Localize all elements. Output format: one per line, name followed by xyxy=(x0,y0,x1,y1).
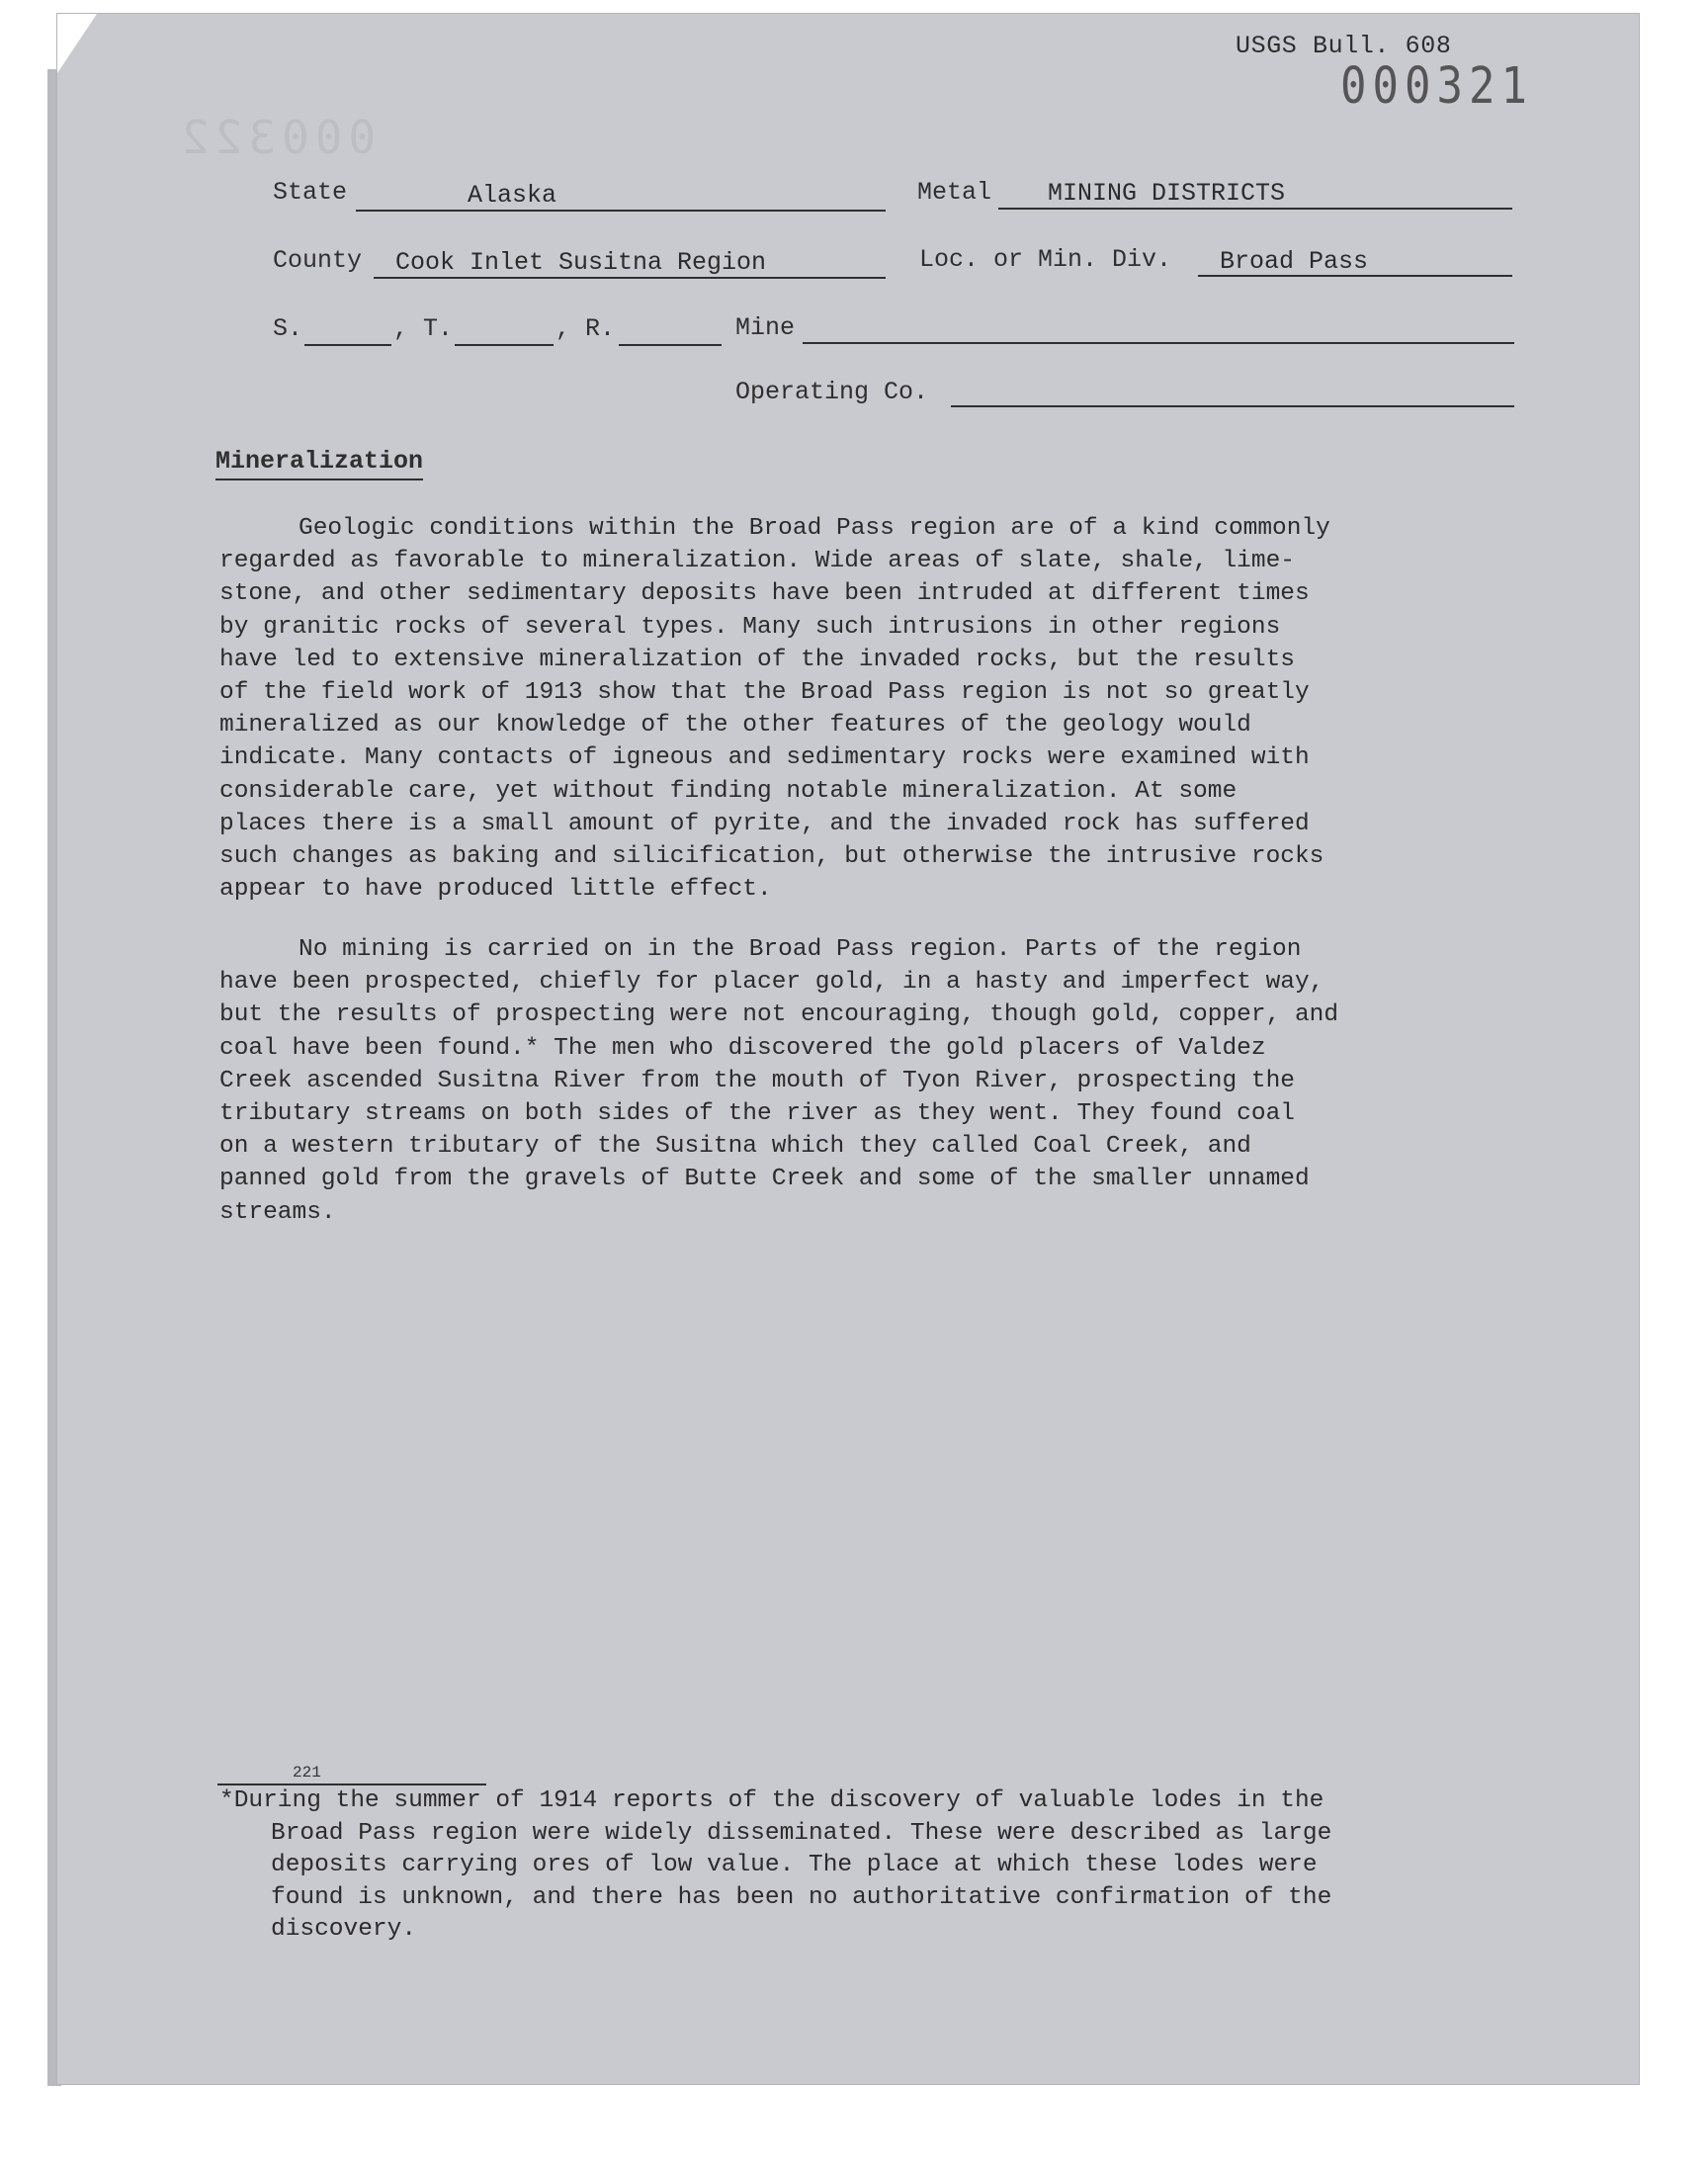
range-label: , R. xyxy=(555,314,616,343)
county-underline xyxy=(374,277,886,279)
paragraph-line: indicate. Many contacts of igneous and sedimentary rocks were examined with xyxy=(219,744,1310,772)
paragraph-mining xyxy=(219,933,1504,1229)
paragraph-line: stone, and other sedimentary deposits have been intruded at different times xyxy=(219,580,1310,608)
state-value: Alaska xyxy=(467,181,556,210)
paragraph-line: No mining is carried on in the Broad Pass region. Parts of the region xyxy=(299,936,1302,963)
paragraph-line: regarded as favorable to mineralization. Wide areas of slate, shale, lime- xyxy=(219,548,1295,575)
paragraph-line: by granitic rocks of several types. Many such intrusions in other regions xyxy=(219,613,1281,641)
state-underline xyxy=(356,210,886,212)
footnote-line: deposits carrying ores of low value. The place at which these lodes were xyxy=(271,1852,1318,1879)
bleed-through-number: 000322 xyxy=(176,111,377,164)
torn-corner xyxy=(57,14,97,73)
paragraph-line: tributary streams on both sides of the river as they went. They found coal xyxy=(219,1100,1295,1128)
paragraph-line: such changes as baking and silicification, but otherwise the intrusive rocks xyxy=(219,843,1324,871)
metal-value: MINING DISTRICTS xyxy=(1047,179,1286,208)
paragraph-line: have led to extensive mineralization of the invaded rocks, but the results xyxy=(219,646,1295,673)
county-value: Cook Inlet Susitna Region xyxy=(395,248,767,277)
bulletin-reference: USGS Bull. 608 xyxy=(1236,32,1452,60)
paragraph-line: Geologic conditions within the Broad Pass region are of a kind commonly xyxy=(299,515,1330,542)
section-label: S. xyxy=(273,314,303,343)
mine-underline xyxy=(803,342,1514,344)
state-label: State xyxy=(273,178,348,207)
paragraph-line: Creek ascended Susitna River from the mouth of Tyon River, prospecting the xyxy=(219,1067,1295,1094)
paragraph-line: have been prospected, chiefly for placer gold, in a hasty and imperfect way, xyxy=(219,969,1324,997)
paragraph-line: mineralized as our knowledge of the other features of the geology would xyxy=(219,712,1251,740)
range-underline xyxy=(619,344,722,346)
paragraph-line: on a western tributary of the Susitna which they called Coal Creek, and xyxy=(219,1133,1251,1161)
loc-div-label: Loc. or Min. Div. xyxy=(919,245,1172,274)
footnote-line: Broad Pass region were widely disseminated. These were described as large xyxy=(271,1819,1332,1847)
loc-div-value: Broad Pass xyxy=(1220,247,1369,276)
mine-label: Mine xyxy=(735,313,796,342)
paragraph-line: appear to have produced little effect. xyxy=(219,876,772,904)
section-underline xyxy=(304,344,391,346)
paragraph-mineralization xyxy=(219,512,1504,906)
stamp-number: 000321 xyxy=(1340,57,1533,116)
footnote-page-mark: 221 xyxy=(293,1764,321,1782)
paragraph-line: but the results of prospecting were not encouraging, though gold, copper, and xyxy=(219,1001,1339,1029)
township-underline xyxy=(455,344,554,346)
metal-underline xyxy=(998,208,1512,210)
section-heading: Mineralization xyxy=(215,447,423,480)
paragraph-line: of the field work of 1913 show that the Broad Pass region is not so greatly xyxy=(219,679,1310,707)
paragraph-line: panned gold from the gravels of Butte Creek and some of the smaller unnamed xyxy=(219,1166,1310,1193)
footnote-line: found is unknown, and there has been no authoritative confirmation of the xyxy=(271,1883,1332,1911)
paragraph-line: considerable care, yet without finding notable mineralization. At some xyxy=(219,777,1238,805)
operating-co-label: Operating Co. xyxy=(735,378,929,406)
metal-label: Metal xyxy=(917,178,992,207)
township-label: , T. xyxy=(393,314,454,343)
footnote xyxy=(219,1785,1504,1947)
footnote-line: *During the summer of 1914 reports of the discovery of valuable lodes in the xyxy=(219,1787,1324,1814)
paragraph-line: coal have been found.* The men who discovered the gold placers of Valdez xyxy=(219,1034,1266,1062)
paragraph-line: places there is a small amount of pyrite, and the invaded rock has suffered xyxy=(219,810,1310,837)
operating-co-underline xyxy=(951,405,1514,407)
county-label: County xyxy=(273,246,363,275)
paragraph-line: streams. xyxy=(219,1198,336,1226)
footnote-line: discovery. xyxy=(271,1916,417,1944)
